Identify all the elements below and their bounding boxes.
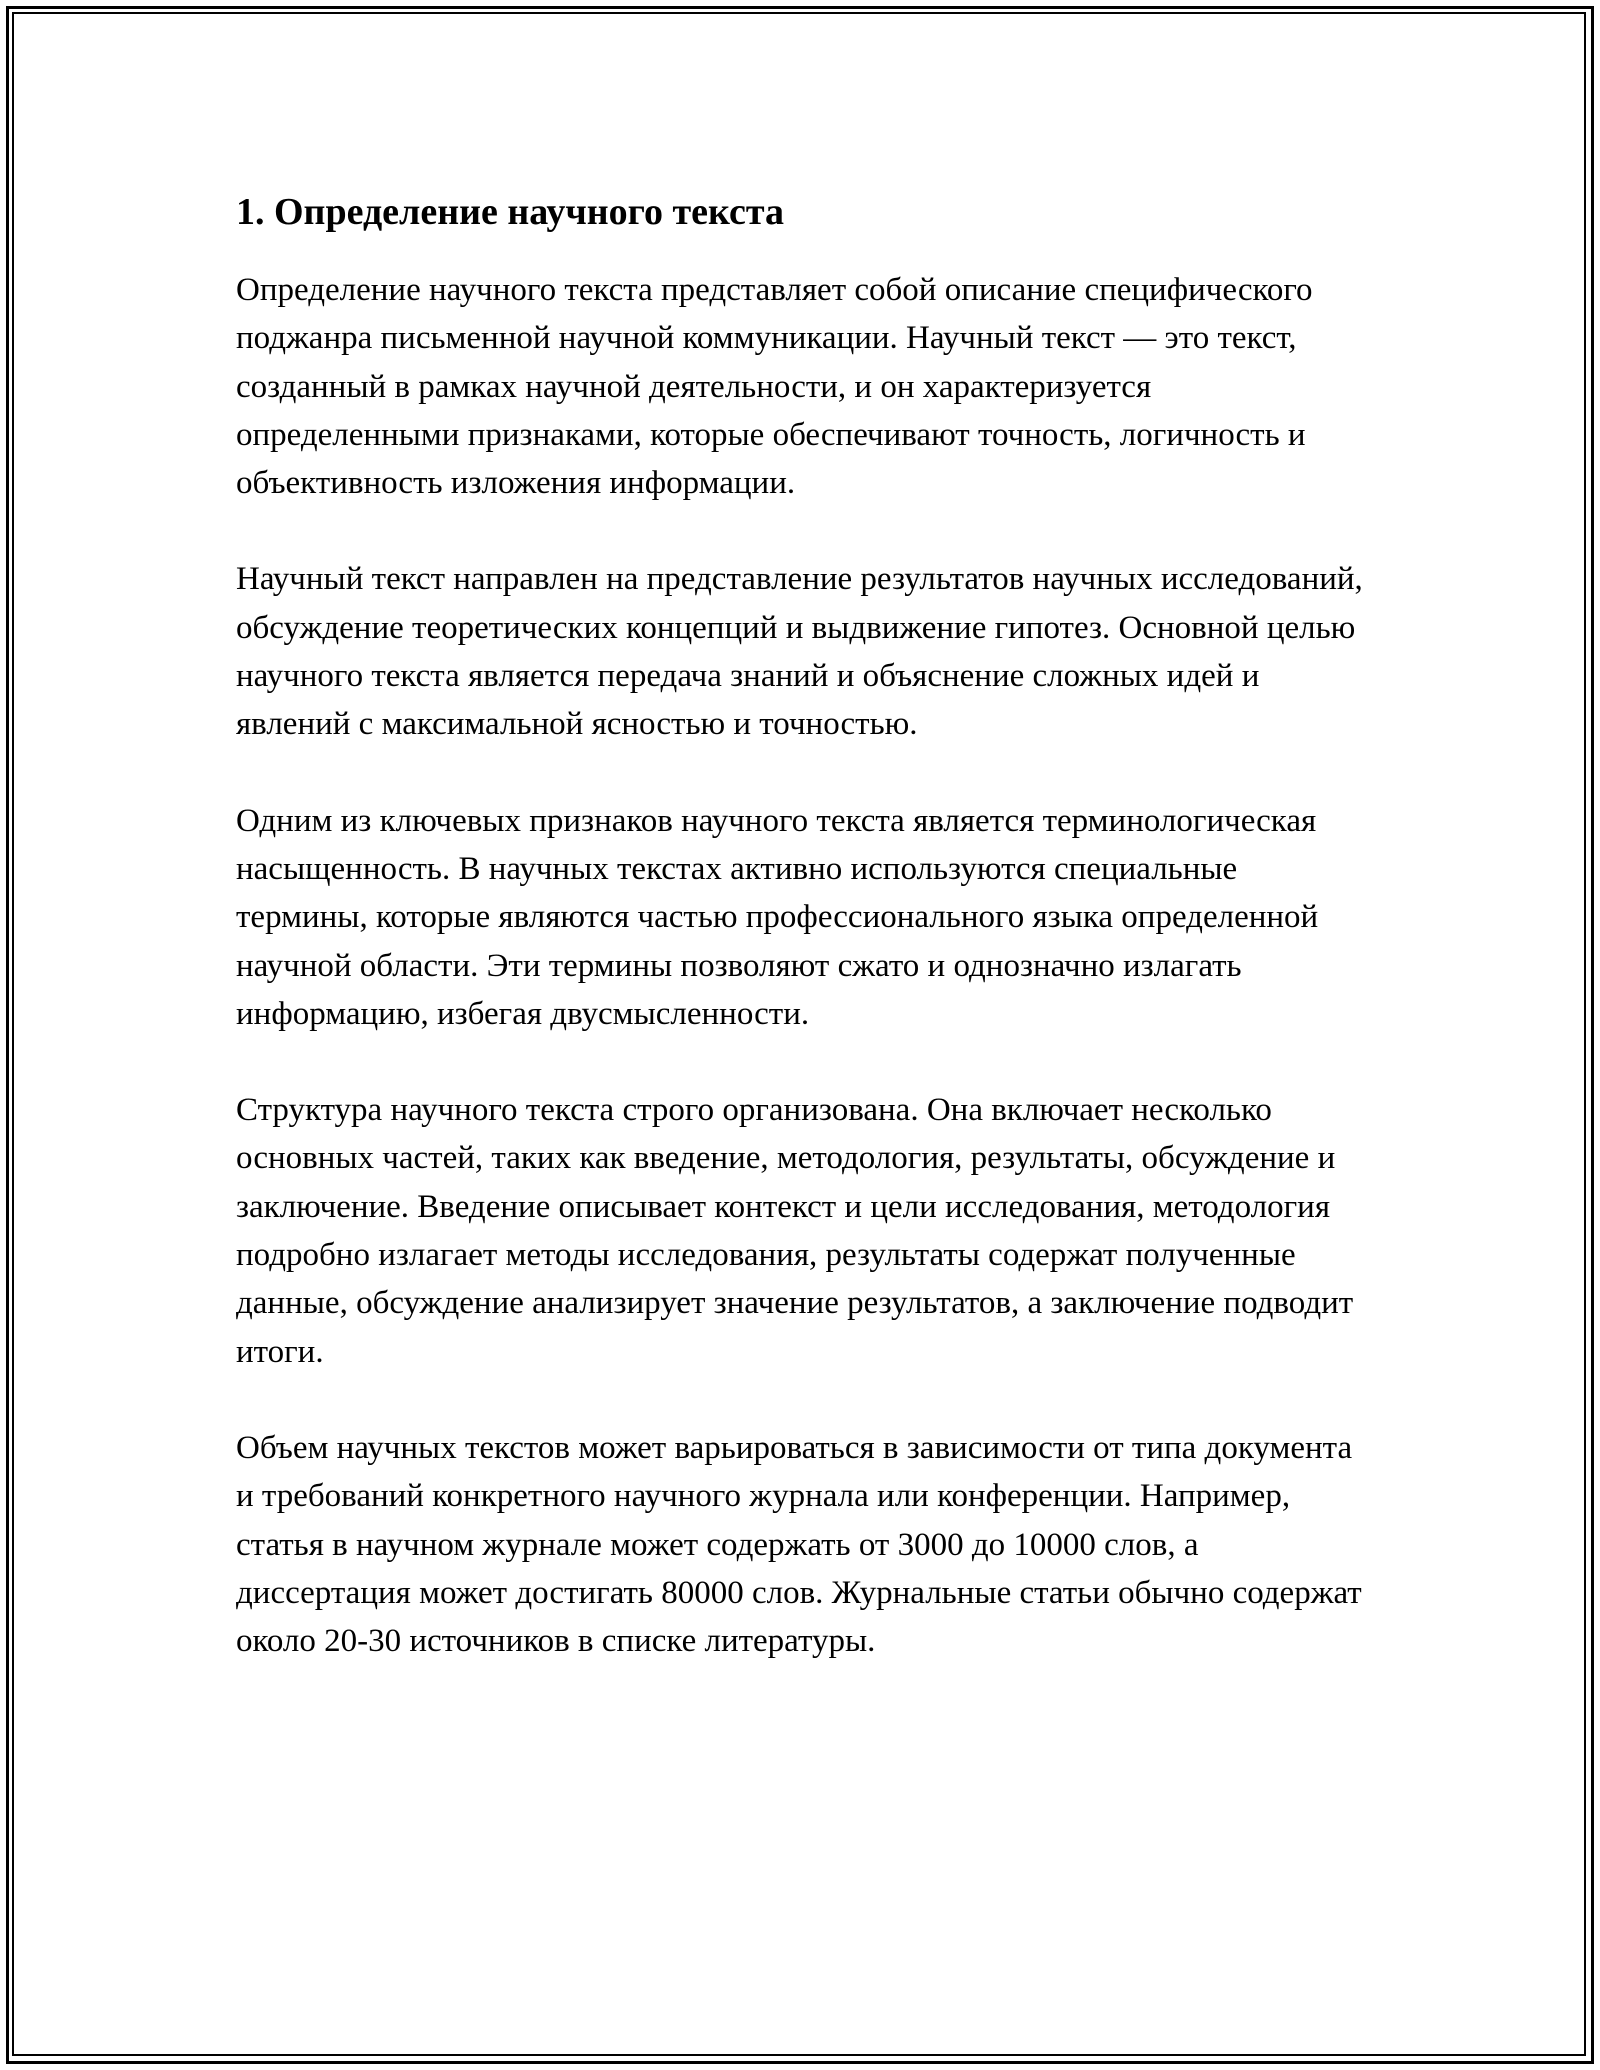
paragraph-structure: Структура научного текста строго организована. Она включает несколько основных частей, таких как введение, методология, результаты, обсуждение и заключение. Введение описывает контекст и цели исследования, методология подробно излагает методы исследования, результаты содержат полученные данные, обсуждение анализирует значение результатов, а заключение подводит итоги. bbox=[236, 1092, 1354, 1370]
paragraph-terminology: Одним из ключевых признаков научного текста является терминологическая насыщенность. В научных текстах активно используются специальные термины, которые являются частью профессионального языка определенной научной области. Эти термины позволяют сжато и однозначно излагать информацию, избегая двусмысленности. bbox=[236, 802, 1319, 1032]
paragraph-volume: Объем научных текстов может варьироваться в зависимости от типа документа и требований конкретного научного журнала или конференции. Например, статья в научном журнале может содержать от 3000 до 10000 слов, а диссертация может достигать 80000 слов. Журнальные статьи обычно содержат около 20-30 источников в списке литературы. bbox=[236, 1429, 1362, 1660]
paragraph-definition: Определение научного текста представляет собой описание специфического поджанра письменной научной коммуникации. Научный текст — это текст, созданный в рамках научной деятельности, и он характеризуется определенными признаками, которые обеспечивают точность, логичность и объективность изложения информации. bbox=[236, 272, 1313, 502]
section-heading: 1. Определение научного текста bbox=[236, 191, 784, 233]
document-body bbox=[236, 186, 1376, 1713]
paragraph-purpose: Научный текст направлен на представление результатов научных исследований, обсуждение теоретических концепций и выдвижение гипотез. Основной целью научного текста является передача знаний и объяснение сложных идей и явлений с максимальной ясностью и точностью. bbox=[236, 561, 1363, 743]
